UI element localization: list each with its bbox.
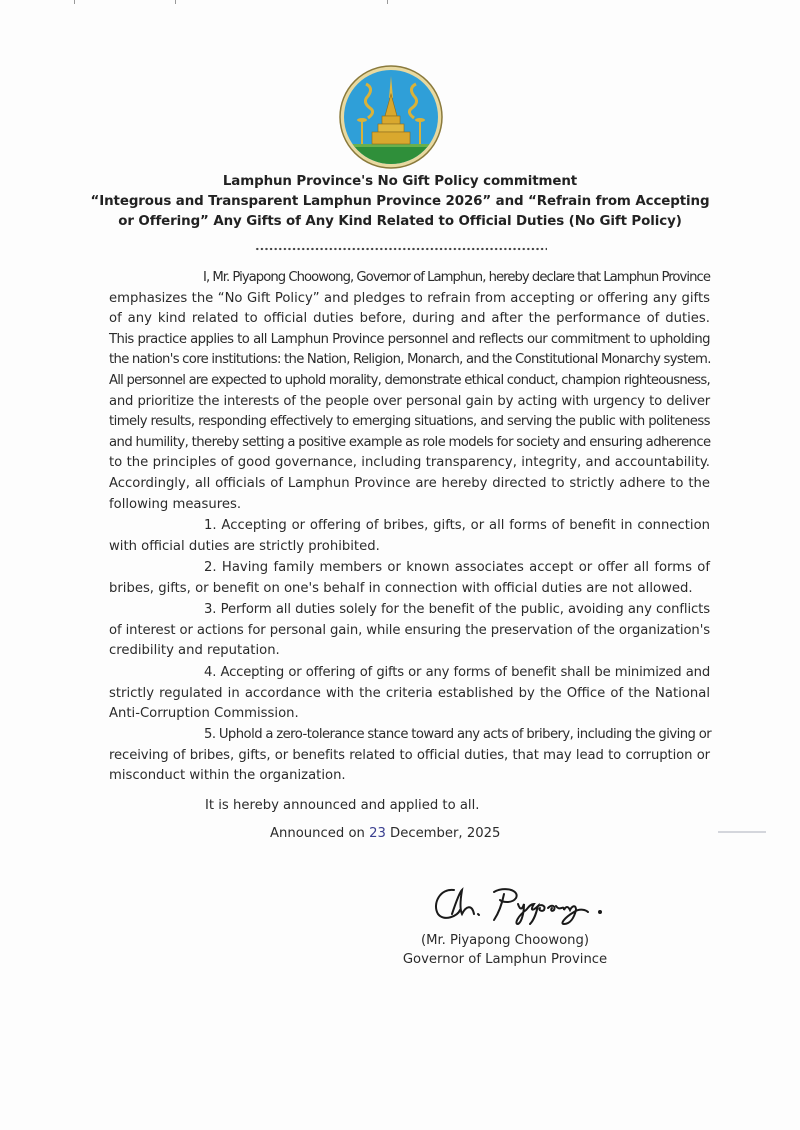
signature-icon xyxy=(430,880,610,928)
paragraph-line: Anti-Corruption Commission. xyxy=(109,706,299,722)
paragraph-line: credibility and reputation. xyxy=(109,643,280,659)
signer-name: (Mr. Piyapong Choowong) xyxy=(420,933,590,948)
paragraph-line: timely results, responding effectively to emerging situations, and serving the public with politeness xyxy=(109,414,710,430)
paragraph-line: and prioritize the interests of the people over personal gain by acting with urgency to deliver xyxy=(109,393,710,409)
paragraph-line: with official duties are strictly prohibited. xyxy=(109,538,380,554)
paragraph-line: emphasizes the “No Gift Policy” and pledges to refrain from accepting or offering any gifts xyxy=(109,290,710,306)
closing-statement: It is hereby announced and applied to all. xyxy=(205,798,480,813)
paragraph-line: 1. Accepting or offering of bribes, gifts, or all forms of benefit in connection xyxy=(204,518,710,533)
paragraph-line: of interest or actions for personal gain, while ensuring the preservation of the organization's xyxy=(109,622,710,638)
document-title-line: “Integrous and Transparent Lamphun Province 2026” and “Refrain from Accepting xyxy=(90,194,710,209)
paragraph-line: 2. Having family members or known associates accept or offer all forms of xyxy=(204,560,710,575)
paragraph-line: Accordingly, all officials of Lamphun Province are hereby directed to strictly adhere to the xyxy=(109,475,710,491)
announcement-suffix: December, 2025 xyxy=(385,826,501,841)
paragraph-line: 3. Perform all duties solely for the benefit of the public, avoiding any conflicts xyxy=(204,602,710,617)
paragraph-line: 5. Uphold a zero-tolerance stance toward any acts of bribery, including the giving or xyxy=(204,727,712,742)
paragraph-line: strictly regulated in accordance with the criteria established by the Office of the National xyxy=(109,685,710,701)
paragraph-line: 4. Accepting or offering of gifts or any forms of benefit shall be minimized and xyxy=(204,665,710,680)
paragraph-line: to the principles of good governance, including transparency, integrity, and accountability. xyxy=(109,455,710,471)
paragraph-line: receiving of bribes, gifts, or benefits related to official duties, that may lead to corruption or xyxy=(109,747,710,763)
scan-artifact xyxy=(175,0,176,4)
measure-item-5 xyxy=(109,725,710,787)
document-title-line: Lamphun Province's No Gift Policy commitment xyxy=(222,174,578,189)
paragraph-line: following measures. xyxy=(109,496,242,512)
announcement-prefix: Announced on xyxy=(270,826,370,841)
paragraph-line: This practice applies to all Lamphun Province personnel and reflects our commitment to upholding xyxy=(109,331,710,347)
paragraph-line: of any kind related to official duties before, during and after the performance of duties. xyxy=(109,311,710,327)
province-emblem-icon xyxy=(338,64,444,170)
dotted-divider xyxy=(255,247,547,251)
measure-item-4 xyxy=(109,663,710,725)
paragraph-line: I, Mr. Piyapong Choowong, Governor of Lamphun, hereby declare that Lamphun Province xyxy=(203,270,710,285)
paragraph-line: bribes, gifts, or benefit on one's behalf in connection with official duties are not allowed. xyxy=(109,580,693,596)
announcement-day: 23 xyxy=(369,826,386,841)
document-title-line: or Offering” Any Gifts of Any Kind Related to Official Duties (No Gift Policy) xyxy=(118,214,682,229)
paragraph-line: and humility, thereby setting a positive example as role models for society and ensuring adherence xyxy=(109,434,711,450)
measure-item-1 xyxy=(109,516,710,557)
scan-artifact xyxy=(74,0,75,4)
measure-item-3 xyxy=(109,600,710,662)
paragraph-line: the nation's core institutions: the Nation, Religion, Monarch, and the Constitutional Monarchy system. xyxy=(109,352,711,368)
paragraph-line: All personnel are expected to uphold morality, demonstrate ethical conduct, champion righteousness, xyxy=(109,372,710,388)
measure-item-2 xyxy=(109,558,710,599)
intro-paragraph xyxy=(109,268,710,515)
paragraph-line: misconduct within the organization. xyxy=(109,768,346,784)
scan-artifact xyxy=(387,0,388,4)
announcement-date xyxy=(270,826,500,841)
signer-title: Governor of Lamphun Province xyxy=(402,952,608,967)
scan-artifact xyxy=(718,831,766,833)
